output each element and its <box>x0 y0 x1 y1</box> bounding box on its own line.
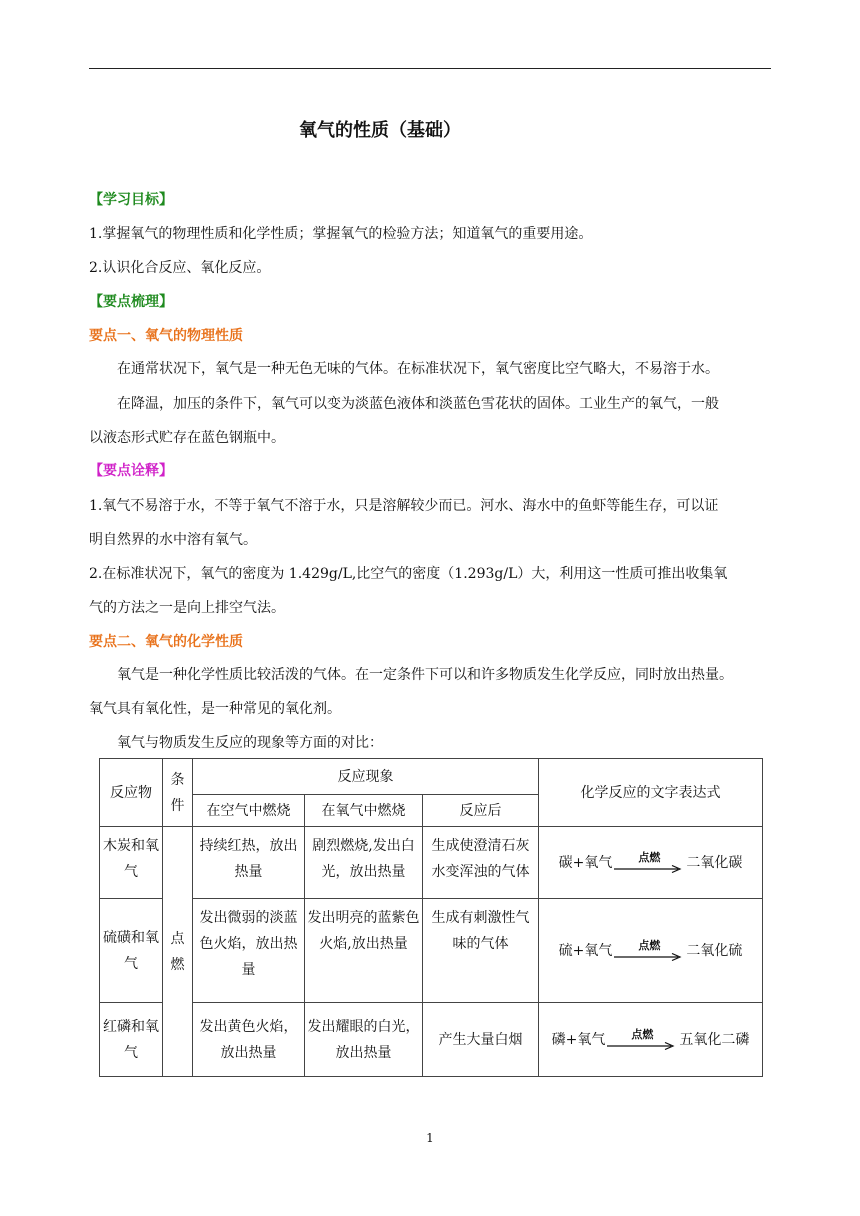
cell-in-oxygen: 发出耀眼的白光，放出热量 <box>305 1003 423 1077</box>
cell-reactant: 红磷和氧气 <box>100 1003 163 1077</box>
reaction-arrow-icon <box>607 1027 677 1053</box>
header-in-oxygen: 在氧气中燃烧 <box>305 795 423 827</box>
header-equation: 化学反应的文字表达式 <box>539 759 763 827</box>
page-number: 1 <box>426 1131 434 1145</box>
point2-paragraph-line2: 氧气具有氧化性，是一种常见的氧化剂。 <box>89 701 341 717</box>
note1-line2: 明自然界的水中溶有氧气。 <box>89 532 257 548</box>
cell-reactant: 硫磺和氧气 <box>100 899 163 1003</box>
header-phenomenon: 反应现象 <box>193 759 539 795</box>
header-rule <box>89 68 771 69</box>
cell-equation <box>539 827 763 899</box>
point2-paragraph-line1: 氧气是一种化学性质比较活泼的气体。在一定条件下可以和许多物质发生化学反应，同时放出热量。 <box>117 667 733 683</box>
header-in-air: 在空气中燃烧 <box>193 795 305 827</box>
reaction-arrow-icon <box>614 850 684 876</box>
goals-heading: 【学习目标】 <box>89 192 173 208</box>
arrow-label: 点燃 <box>631 1027 654 1041</box>
cell-in-oxygen: 发出明亮的蓝紫色火焰,放出热量 <box>305 899 423 1003</box>
notes-heading: 【要点诠释】 <box>89 463 173 479</box>
table-row <box>100 899 763 1003</box>
equation-lhs: 碳+氧气 <box>558 854 613 871</box>
note2-line2: 气的方法之一是向上排空气法。 <box>89 600 285 616</box>
reaction-arrow-icon <box>614 938 684 964</box>
note1-line1: 1.氧气不易溶于水，不等于氧气不溶于水，只是溶解较少而已。河水、海水中的鱼虾等能生存，可以证 <box>89 498 719 514</box>
table-row <box>100 1003 763 1077</box>
note2-line1: 2.在标准状况下，氧气的密度为 1.429g/L,比空气的密度（1.293g/L）大，利用这一性质可推出收集氧 <box>89 566 728 582</box>
goal-1: 1.掌握氧气的物理性质和化学性质；掌握氧气的检验方法；知道氧气的重要用途。 <box>89 226 593 242</box>
goal-2: 2.认识化合反应、氧化反应。 <box>89 260 271 276</box>
table-caption: 氧气与物质发生反应的现象等方面的对比： <box>117 735 383 751</box>
point1-paragraph1: 在通常状况下，氧气是一种无色无味的气体。在标准状况下，氧气密度比空气略大，不易溶于水。 <box>117 361 719 377</box>
arrow-label: 点燃 <box>638 850 661 864</box>
cell-in-air: 持续红热，放出热量 <box>193 827 305 899</box>
cell-in-air: 发出黄色火焰，放出热量 <box>193 1003 305 1077</box>
header-condition: 条件 <box>163 759 193 827</box>
table-row <box>100 827 763 899</box>
cell-after: 生成有刺激性气味的气体 <box>423 899 539 1003</box>
equation-lhs: 硫+氧气 <box>558 942 613 959</box>
point1-paragraph2-line1: 在降温，加压的条件下，氧气可以变为淡蓝色液体和淡蓝色雪花状的固体。工业生产的氧气，一般 <box>117 396 719 412</box>
cell-in-oxygen: 剧烈燃烧,发出白光，放出热量 <box>305 827 423 899</box>
cell-equation <box>539 899 763 1003</box>
cell-in-air: 发出微弱的淡蓝色火焰，放出热量 <box>193 899 305 1003</box>
cell-condition: 点燃 <box>163 827 193 1077</box>
cell-after: 产生大量白烟 <box>423 1003 539 1077</box>
cell-equation <box>539 1003 763 1077</box>
point1-paragraph2-line2: 以液态形式贮存在蓝色钢瓶中。 <box>89 430 285 446</box>
arrow-label: 点燃 <box>638 938 661 952</box>
cell-after: 生成使澄清石灰水变浑浊的气体 <box>423 827 539 899</box>
header-reactant: 反应物 <box>100 759 163 827</box>
equation-rhs: 五氧化二磷 <box>679 1031 750 1048</box>
table-header-row <box>100 759 763 795</box>
equation-rhs: 二氧化硫 <box>686 942 743 959</box>
comparison-table <box>99 758 763 1077</box>
points-heading: 【要点梳理】 <box>89 294 173 310</box>
point2-heading: 要点二、氧气的化学性质 <box>89 634 243 650</box>
point1-heading: 要点一、氧气的物理性质 <box>89 328 243 344</box>
cell-reactant: 木炭和氧气 <box>100 827 163 899</box>
document-title: 氧气的性质（基础） <box>299 120 461 141</box>
header-after: 反应后 <box>423 795 539 827</box>
equation-lhs: 磷+氧气 <box>551 1031 606 1048</box>
equation-rhs: 二氧化碳 <box>686 854 743 871</box>
